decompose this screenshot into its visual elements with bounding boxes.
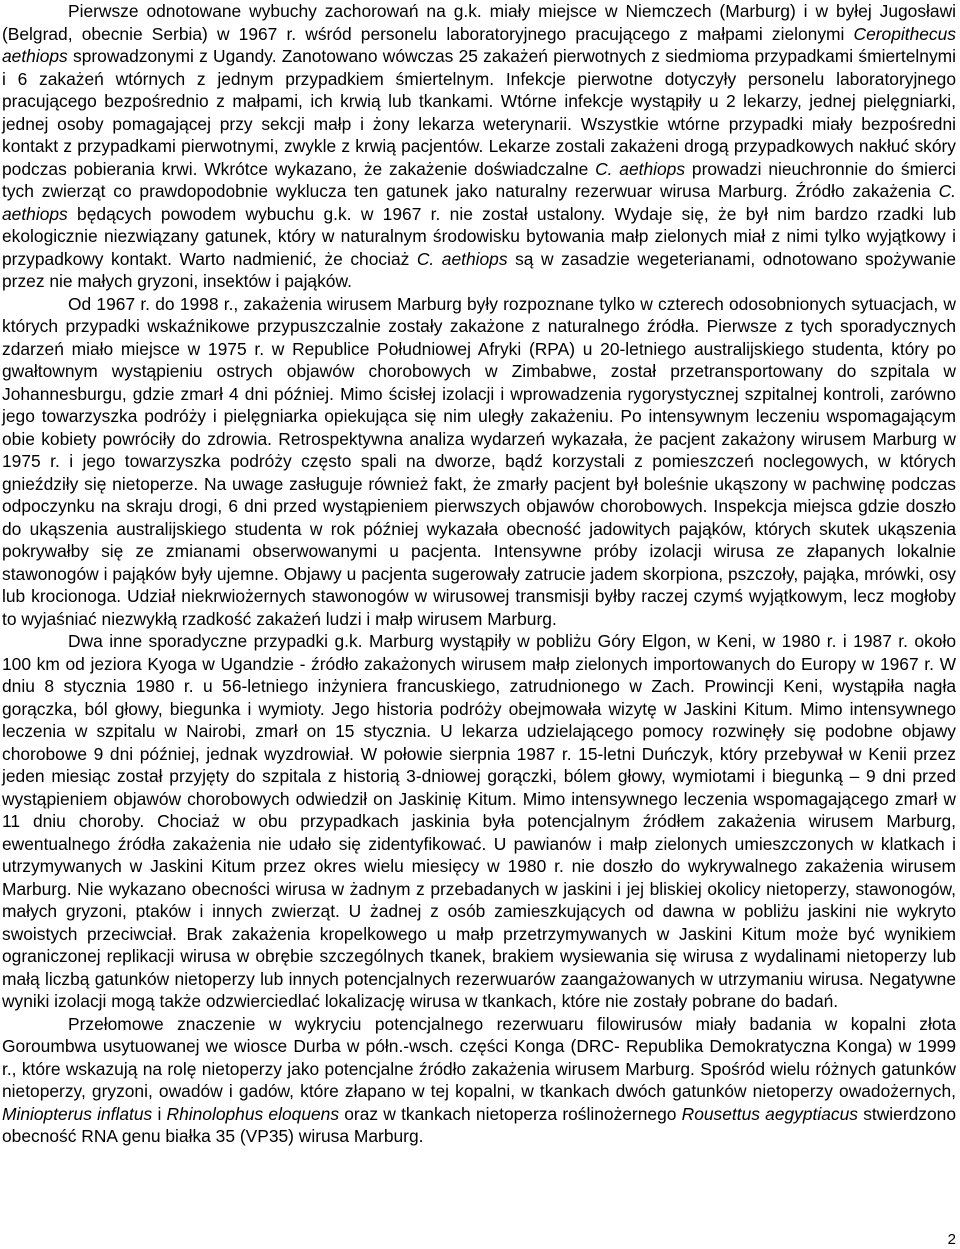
text-segment: Przełomowe znaczenie w wykryciu potencjalnego rezerwuaru filowirusów miały badania w kopalni złota Goroumbwa usytuowanej we wiosce Durba w półn.-wsch. części Konga (DRC- Republika Demokratyczna Konga) w 1999 r., które wskazują na rolę nietoperzy jako potencjalne źródło zakażenia wirusem Marburg. Spośród wielu różnych gatunków nietoperzy, gryzoni, owadów i gadów, które złapano w tej kopalni, w tkankach dwóch gatunków nietoperzy owadożernych, <box>2 1013 956 1101</box>
italic-species-name: Rhinolophus eloquens <box>166 1103 340 1124</box>
text-segment: sprowadzonymi z Ugandy. Zanotowano wówczas 25 zakażeń pierwotnych z siedmioma przypadkami śmiertelnymi i 6 zakażeń wtórnych z jednym przypadkiem śmiertelnym. Infekcje pierwotne dotyczyły personelu laboratoryjnego pracującego bezpośrednio z małpami, ich krwią lub tkankami. Wtórne infekcje wystąpiły u 2 lekarzy, jednej pielęgniarki, jednej osoby pomagającej przy sekcji małp i żony lekarza weterynarii. Wszystkie wtórne przypadki miały bezpośredni kontakt z przypadkami pierwotnymi, zwykle z krwią pacjentów. Lekarze zostali zakażeni drogą przypadkowych nakłuć skóry podczas pobierania krwi. Wkrótce wykazano, że zakażenie doświadczalne <box>2 46 956 179</box>
text-segment: Dwa inne sporadyczne przypadki g.k. Marburg wystąpiły w pobliżu Góry Elgon, w Keni, w 1980 r. i 1987 r. około 100 km od jeziora Kyoga w Ugandzie - źródło zakażonych wirusem małp zielonych importowanych do Europy w 1967 r. W dniu 8 stycznia 1980 r. u 56-letniego inżyniera francuskiego, zatrudnionego w Zach. Prowincji Keni, wystąpiła nagła gorączka, ból głowy, biegunka i wymioty. Jego historia podróży obejmowała wizytę w Jaskini Kitum. Mimo intensywnego leczenia w szpitalu w Nairobi, zmarł on 15 stycznia. U lekarza udzielającego pomocy rozwinęły się podobne objawy chorobowe 9 dni później, jednak wyzdrowiał. W połowie sierpnia 1987 r. 15-letni Duńczyk, który przebywał w Kenii przez jeden miesiąc został przyjęty do szpitala z historią 3-dniowej gorączki, bólem głowy, wymiotami i biegunką – 9 dni przed wystąpieniem objawów chorobowych odwiedził on Jaskinię Kitum. Mimo intensywnego leczenia wspomagającego zmarł w 11 dniu choroby. Chociaż w obu przypadkach jaskinia była potencjalnym źródłem zakażenia wirusem Marburg, ewentualnego źródła zakażenia nie udało się zidentyfikować. U pawianów i małp zielonych umieszczonych w klatkach i utrzymywanych w Jaskini Kitum przez okres wielu miesięcy w 1980 r. nie doszło do wykrywalnego zakażenia wirusem Marburg. Nie wykazano obecności wirusa w żadnym z przebadanych w jaskini i jej bliskiej okolicy nietoperzy, stawonogów, małych gryzoni, ptaków i innych zwierząt. U żadnej z osób zamieszkujących od dawna w pobliżu jaskini nie wykryto swoistych przeciwciał. Brak zakażenia kropelkowego u małp przetrzymywanych w Jaskini Kitum może być wynikiem ograniczonej replikacji wirusa w obrębie szczególnych tkanek, brakiem wysiewania się wirusa z wydalinami nietoperzy lub małą liczbą gatunków nietoperzy lub innych potencjalnych rezerwuarów zaangażowanych w utrzymaniu wirusa. Negatywne wyniki izolacji mogą także odzwierciedlać lokalizację wirusa w tkankach, które nie zostały pobrane do badań. <box>2 631 956 1011</box>
paragraph-4 <box>2 1013 956 1148</box>
paragraph-1 <box>2 0 956 293</box>
document-body <box>2 0 956 1148</box>
text-segment: oraz w tkankach nietoperza roślinożernego <box>339 1103 682 1124</box>
italic-species-name: Rousettus aegyptiacus <box>681 1103 858 1124</box>
text-segment: prowadzi nieuchronnie do śmierci tych zwierząt co prawdopodobnie wyklucza ten gatunek jako naturalny rezerwuar wirusa Marburg. Źródło zakażenia <box>2 158 956 201</box>
paragraph-2 <box>2 293 956 631</box>
text-segment: są w zasadzie wegeterianami, odnotowano spożywanie przez nie małych gryzoni, insektów i pająków. <box>2 248 956 291</box>
italic-species-name: C. aethiops <box>595 158 686 179</box>
text-segment: będących powodem wybuchu g.k. w 1967 r. nie został ustalony. Wydaje się, że był nim bardzo rzadki lub ekologicznie niezwiązany gatunek, który w naturalnym środowisku bytowania małp zielonych miał z nimi tylko wyjątkowy i przypadkowy kontakt. Warto nadmienić, że chociaż <box>2 203 956 269</box>
italic-species-name: Ceropithecus aethiops <box>2 23 956 66</box>
paragraph-3 <box>2 630 956 1013</box>
italic-species-name: C. aethiops <box>2 181 956 224</box>
text-segment: Pierwsze odnotowane wybuchy zachorowań na g.k. miały miejsce w Niemczech (Marburg) i w byłej Jugosławi (Belgrad, obecnie Serbia) w 1967 r. wśród personelu laboratoryjnego pracującego z małpami zielonymi <box>2 1 956 44</box>
italic-species-name: C. aethiops <box>416 248 508 269</box>
text-segment: Od 1967 r. do 1998 r., zakażenia wirusem Marburg były rozpoznane tylko w czterech odosobnionych sytuacjach, w których przypadki wskaźnikowe przypuszczalnie zostały zakażone z naturalnego źródła. Pierwsze z tych sporadycznych zdarzeń miało miejsce w 1975 r. w Republice Południowej Afryki (RPA) u 20-letniego australijskiego studenta, który po gwałtownym wystąpieniu ostrych objawów chorobowych w Zimbabwe, został przetransportowany do szpitala w Johannesburgu, gdzie zmarł 4 dni później. Mimo ścisłej izolacji i wprowadzenia rygorystycznej szpitalnej kontroli, zarówno jego towarzyszka podróży i pielęgniarka opiekująca się nim uległy zakażeniu. Po intensywnym leczeniu wspomagającym obie kobiety powróciły do zdrowia. Retrospektywna analiza wydarzeń wykazała, że pacjent zakażony wirusem Marburg w 1975 r. i jego towarzyszka podróży często spali na dworze, bądź korzystali z pomieszczeń noclegowych, w których gnieździły się nietoperze. Na uwage zasługuje również fakt, że zmarły pacjent był boleśnie ukąszony w pachwinę podczas odpoczynku na skraju drogi, 6 dni przed wystąpieniem pierwszych objawów chorobowych. Inspekcja miejsca gdzie doszło do ukąszenia australijskiego studenta w rok później wykazała obecność jadowitych pająków, których skutek ukąszenia pokrywałby się ze zmianami obserwowanymi u pacjenta. Intensywne próby izolacji wirusa ze złapanych lokalnie stawonogów i pająków były ujemne. Objawy u pacjenta sugerowały zatrucie jadem skorpiona, pszczoły, pająka, mrówki, osy lub krocionoga. Udział niekrwiożernych stawonogów w wirusowej transmisji byłby raczej czymś wyjątkowym, lecz mogłoby to wyjaśniać niezwykłą rzadkość zakażeń ludzi i małp wirusem Marburg. <box>2 293 956 629</box>
italic-species-name: Miniopterus inflatus <box>2 1103 153 1124</box>
text-segment: i <box>152 1103 167 1124</box>
text-segment: stwierdzono obecność RNA genu białka 35 (VP35) wirusa Marburg. <box>2 1103 956 1146</box>
page-number: 2 <box>947 1231 956 1248</box>
